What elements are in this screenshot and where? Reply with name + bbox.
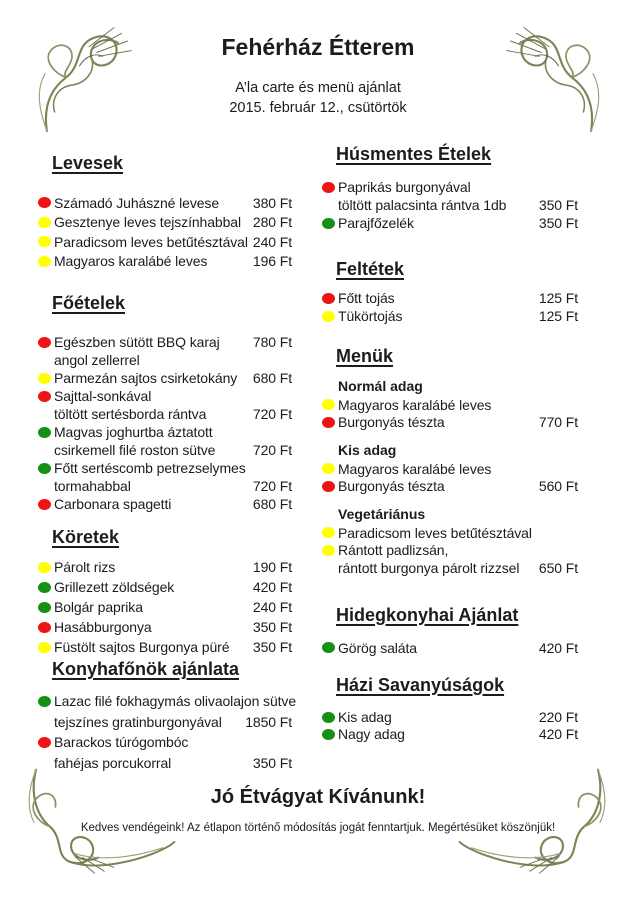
green-dot-icon — [38, 427, 51, 438]
item-text: Magvas joghurtba áztatott — [54, 424, 213, 440]
item-price: 720 Ft — [252, 442, 292, 458]
item-price: 560 Ft — [538, 478, 578, 495]
page-subtitle — [0, 78, 636, 118]
menu-item-line — [38, 732, 292, 753]
yellow-dot-icon — [322, 399, 335, 410]
item-text: töltött palacsinta rántva 1db — [338, 197, 507, 213]
item-text: Paradicsom leves betűtésztával — [338, 524, 532, 541]
item-text: Parmezán sajtos csirketokány — [54, 370, 238, 386]
item-text: Carbonara spagetti — [54, 496, 172, 512]
item-price: 220 Ft — [538, 709, 578, 725]
section-title: Levesek — [52, 153, 124, 173]
menu-item-line — [38, 441, 292, 459]
item-text: töltött sertésborda rántva — [54, 406, 207, 422]
menu-item-line — [38, 753, 292, 774]
menu-section-hidegkonyhai — [322, 604, 578, 657]
green-dot-icon — [38, 696, 51, 707]
menu-item-line — [38, 617, 292, 637]
item-price: 350 Ft — [538, 215, 578, 231]
item-text: Főtt sertéscomb petrezselymes — [54, 460, 246, 476]
menu-item-line — [322, 542, 578, 560]
item-price: 240 Ft — [252, 233, 292, 250]
item-text: Magyaros karalábé leves — [338, 396, 492, 413]
menu-item-line — [38, 405, 292, 423]
item-text: tormahabbal — [54, 478, 131, 494]
menu-section-koretek — [38, 526, 292, 657]
section-title: Hidegkonyhai Ajánlat — [336, 604, 519, 625]
item-text: csirkemell filé roston sütve — [54, 442, 216, 458]
item-price: 420 Ft — [538, 726, 578, 742]
item-price: 420 Ft — [252, 579, 292, 595]
item-price: 125 Ft — [538, 290, 578, 306]
item-text: Egészben sütött BBQ karaj — [54, 334, 220, 350]
menu-subheading: Kis adag — [338, 442, 397, 458]
yellow-dot-icon — [38, 256, 51, 267]
yellow-dot-icon — [322, 463, 335, 474]
item-text: Kis adag — [338, 709, 392, 725]
red-dot-icon — [38, 622, 51, 633]
menu-item-line — [322, 307, 578, 325]
dot-spacer — [38, 355, 51, 366]
section-title: Húsmentes Ételek — [336, 144, 492, 164]
subtitle-line-1: A’la carte és menü ajánlat — [235, 80, 401, 96]
menu-item-line — [322, 214, 578, 232]
item-price: 650 Ft — [538, 559, 578, 576]
menu-item-line — [38, 333, 292, 351]
item-price: 420 Ft — [538, 639, 578, 656]
menu-section-foetelek — [38, 292, 292, 513]
menu-item-line — [322, 414, 578, 432]
red-dot-icon — [322, 293, 335, 304]
green-dot-icon — [322, 729, 335, 740]
item-price: 720 Ft — [252, 478, 292, 494]
menu-item-line — [38, 252, 292, 272]
left-column — [38, 152, 297, 773]
menu-item-line — [38, 213, 292, 233]
dot-spacer — [38, 445, 51, 456]
red-dot-icon — [38, 499, 51, 510]
item-text: angol zellerrel — [54, 352, 140, 368]
menu-item-line — [38, 423, 292, 441]
item-text: Paprikás burgonyával — [338, 179, 471, 195]
menu-section-menuk — [322, 345, 578, 577]
item-price: 350 Ft — [538, 197, 578, 213]
menu-item-line — [38, 232, 292, 252]
menu-item-line — [322, 726, 578, 743]
red-dot-icon — [322, 182, 335, 193]
right-column — [322, 143, 578, 743]
menu-item-line — [38, 597, 292, 617]
item-text: Lazac filé fokhagymás olivaolajon sütve — [54, 693, 297, 710]
section-title: Feltétek — [336, 259, 405, 279]
menu-item-line — [322, 559, 578, 577]
item-text: rántott burgonya párolt rizzsel — [338, 559, 520, 576]
menu-item-line — [38, 712, 292, 733]
item-text: Tükörtojás — [338, 308, 403, 324]
yellow-dot-icon — [322, 527, 335, 538]
item-text: Magyaros karalábé leves — [54, 253, 208, 270]
item-text: Burgonyás tészta — [338, 478, 445, 495]
item-text: Gesztenye leves tejszínhabbal — [54, 214, 241, 231]
green-dot-icon — [322, 712, 335, 723]
green-dot-icon — [38, 602, 51, 613]
item-text: Nagy adag — [338, 726, 405, 742]
item-price: 190 Ft — [252, 559, 292, 575]
menu-item-line — [322, 289, 578, 307]
menu-item-line — [322, 396, 578, 414]
item-text: Magyaros karalábé leves — [338, 460, 492, 477]
item-text: Számadó Juhászné levese — [54, 194, 220, 211]
item-text: Barackos túrógombóc — [54, 734, 189, 751]
item-text: Főtt tojás — [338, 290, 395, 306]
item-price: 350 Ft — [252, 639, 292, 655]
section-title: Házi Savanyúságok — [336, 674, 505, 695]
menu-item-line — [322, 178, 578, 196]
subtitle-line-2: 2015. február 12., csütörtök — [229, 100, 407, 116]
menu-item-line — [38, 557, 292, 577]
yellow-dot-icon — [38, 642, 51, 653]
item-text: Parajfőzelék — [338, 215, 414, 231]
yellow-dot-icon — [322, 545, 335, 556]
section-title: Menük — [336, 346, 394, 366]
dot-spacer — [38, 409, 51, 420]
item-price: 196 Ft — [252, 253, 292, 270]
item-price: 780 Ft — [252, 334, 292, 350]
green-dot-icon — [322, 218, 335, 229]
yellow-dot-icon — [322, 311, 335, 322]
menu-item-line — [38, 637, 292, 657]
menu-item-line — [38, 351, 292, 369]
menu-item-line — [38, 691, 297, 712]
dot-spacer — [38, 716, 51, 727]
red-dot-icon — [38, 337, 51, 348]
footer-title: Jó Étvágyat Kívánunk! — [210, 786, 426, 808]
item-text: Füstölt sajtos Burgonya püré — [54, 639, 230, 655]
menu-section-levesek — [38, 152, 292, 271]
footer-note: Kedves vendégeink! Az étlapon történő módosítás jogát fenntartjuk. Megértésüket köszönjük! — [80, 822, 556, 834]
dot-spacer — [38, 757, 51, 768]
item-text: Görög saláta — [338, 639, 417, 656]
item-text: Grillezett zöldségek — [54, 579, 175, 595]
green-dot-icon — [38, 582, 51, 593]
dot-spacer — [38, 481, 51, 492]
item-price: 720 Ft — [252, 406, 292, 422]
item-price: 125 Ft — [538, 308, 578, 324]
item-text: Bolgár paprika — [54, 599, 143, 615]
red-dot-icon — [322, 481, 335, 492]
menu-item-line — [322, 709, 578, 726]
menu-item-line — [322, 639, 578, 657]
menu-item-line — [38, 369, 292, 387]
menu-section-hazi — [322, 674, 578, 743]
item-price: 240 Ft — [252, 599, 292, 615]
page-title: Fehérház Étterem — [221, 34, 415, 60]
green-dot-icon — [38, 463, 51, 474]
item-price: 680 Ft — [252, 370, 292, 386]
yellow-dot-icon — [38, 562, 51, 573]
item-text: fahéjas porcukorral — [54, 754, 172, 771]
item-price: 680 Ft — [252, 496, 292, 512]
item-price: 380 Ft — [252, 194, 292, 211]
item-price: 770 Ft — [538, 414, 578, 431]
item-text: Burgonyás tészta — [338, 414, 445, 431]
item-price: 1850 Ft — [245, 713, 292, 730]
dot-spacer — [322, 562, 335, 573]
item-text: Párolt rizs — [54, 559, 116, 575]
menu-item-line — [322, 460, 578, 478]
red-dot-icon — [38, 391, 51, 402]
yellow-dot-icon — [38, 217, 51, 228]
menu-item-line — [322, 196, 578, 214]
section-title: Köretek — [52, 527, 120, 547]
item-text: Rántott padlizsán, — [338, 542, 449, 559]
menu-item-line — [38, 477, 292, 495]
menu-subheading: Vegetáriánus — [338, 506, 426, 522]
item-text: tejszínes gratinburgonyával — [54, 713, 222, 730]
menu-item-line — [38, 387, 292, 405]
yellow-dot-icon — [38, 373, 51, 384]
section-title: Főételek — [52, 293, 126, 313]
menu-item-line — [322, 478, 578, 496]
item-text: Sajttal-sonkával — [54, 388, 152, 404]
green-dot-icon — [322, 642, 335, 653]
menu-section-feltetek — [322, 258, 578, 325]
menu-item-line — [38, 577, 292, 597]
red-dot-icon — [38, 197, 51, 208]
menu-item-line — [38, 193, 292, 213]
red-dot-icon — [322, 417, 335, 428]
item-price: 280 Ft — [252, 214, 292, 231]
item-price: 350 Ft — [252, 754, 292, 771]
red-dot-icon — [38, 737, 51, 748]
item-text: Paradicsom leves betűtésztával — [54, 233, 248, 250]
section-title: Konyhafőnök ajánlata — [52, 659, 240, 679]
menu-item-line — [38, 495, 292, 513]
menu-item-line — [322, 524, 578, 542]
menu-item-line — [38, 459, 292, 477]
yellow-dot-icon — [38, 236, 51, 247]
menu-section-husmentes — [322, 143, 578, 232]
dot-spacer — [322, 200, 335, 211]
item-price: 350 Ft — [252, 619, 292, 635]
menu-section-konyhafonok — [38, 658, 297, 773]
item-text: Hasábburgonya — [54, 619, 152, 635]
menu-subheading: Normál adag — [338, 378, 423, 394]
